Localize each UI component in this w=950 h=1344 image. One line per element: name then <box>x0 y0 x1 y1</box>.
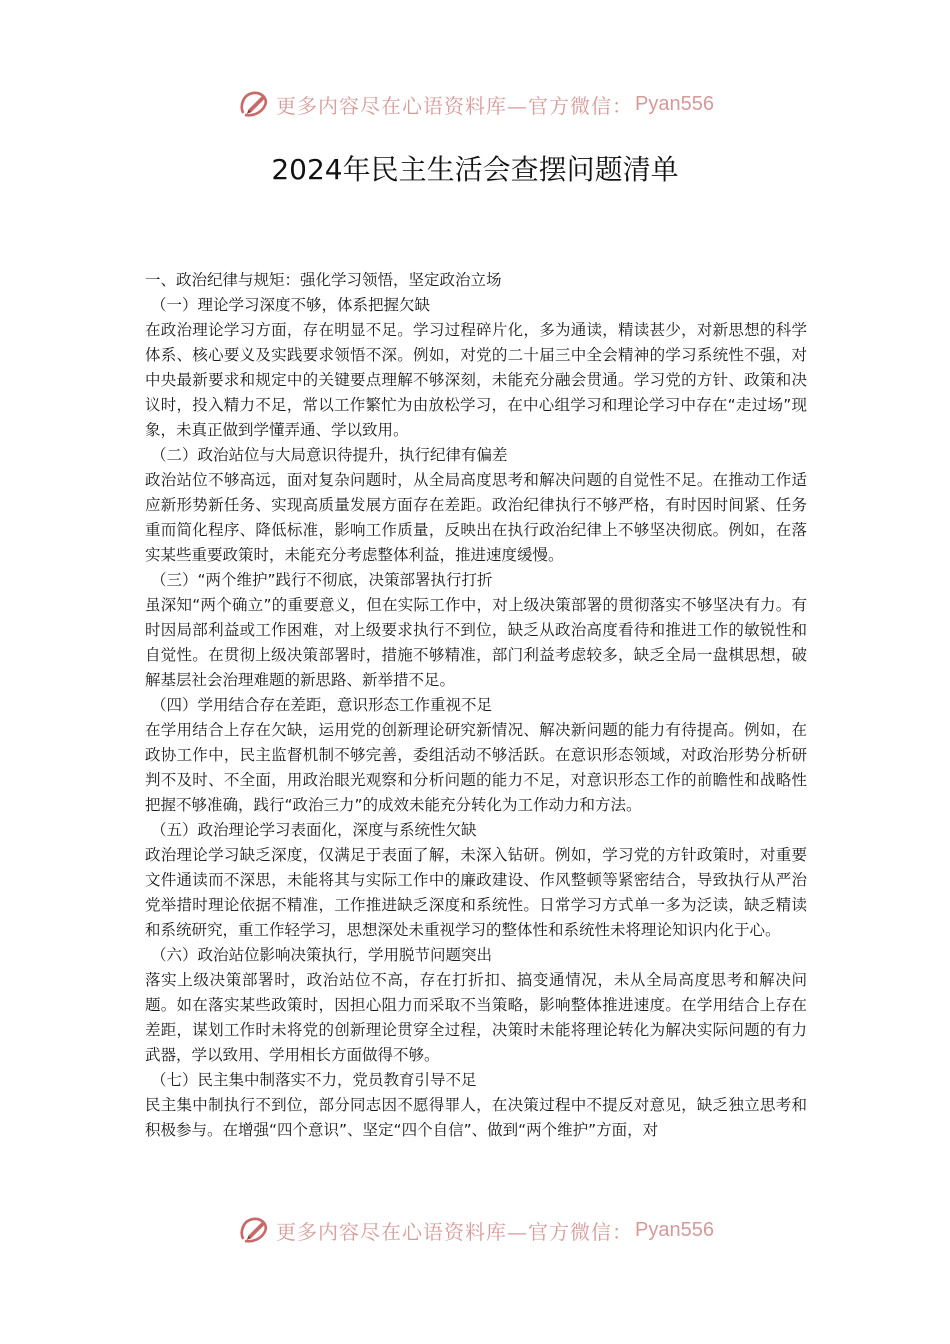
watermark-wechat-id: Pyan556 <box>635 1218 714 1241</box>
watermark-top <box>0 84 950 124</box>
subsection-heading-7: （七）民主集中制落实不力，党员教育引导不足 <box>151 1071 477 1089</box>
paragraph-6: 落实上级决策部署时，政治站位不高，存在打折扣、搞变通情况，未从全局高度思考和解决问题。如在落实某些政策时，因担心阻力而采取不当策略，影响整体推进速度。在学用结合上存在差距，谋划工作时未将党的创新理论贯穿全过程，决策时未能将理论转化为解决实际问题的有力武器，学以致用、学用相长方面做得不够。 <box>145 971 807 1064</box>
subsection-heading-6: （六）政治站位影响决策执行，学用脱节问题突出 <box>151 946 493 964</box>
subsection-heading-5: （五）政治理论学习表面化，深度与系统性欠缺 <box>151 821 477 839</box>
watermark-text: 更多内容尽在心语资料库—官方微信： <box>276 93 634 118</box>
paragraph-3: 虽深知“两个确立”的重要意义，但在实际工作中，对上级决策部署的贯彻落实不够坚决有力。有时因局部利益或工作困难，对上级要求执行不到位，缺乏从政治高度看待和推进工作的敏锐性和自觉性。在贯彻上级决策部署时，措施不够精准，部门利益考虑较多，缺乏全局一盘棋思想，破解基层社会治理难题的新思路、新举措不足。 <box>145 596 807 689</box>
paragraph-5: 政治理论学习缺乏深度，仅满足于表面了解，未深入钻研。例如，学习党的方针政策时，对重要文件通读而不深思，未能将其与实际工作中的廉政建设、作风整顿等紧密结合，导致执行从严治党举措时理论依据不精准，工作推进缺乏深度和系统性。日常学习方式单一多为泛读，缺乏精读和系统研究，重工作轻学习，思想深处未重视学习的整体性和系统性未将理论知识内化于心。 <box>145 846 807 939</box>
subsection-heading-2: （二）政治站位与大局意识待提升，执行纪律有偏差 <box>151 446 508 464</box>
subsection-heading-4: （四）学用结合存在差距，意识形态工作重视不足 <box>151 696 493 714</box>
paragraph-7: 民主集中制执行不到位，部分同志因不愿得罪人，在决策过程中不提反对意见，缺乏独立思考和积极参与。在增强“四个意识”、坚定“四个自信”、做到“两个维护”方面，对 <box>145 1096 807 1139</box>
document-body <box>145 268 807 1143</box>
paragraph-1: 在政治理论学习方面，存在明显不足。学习过程碎片化，多为通读，精读甚少，对新思想的科学体系、核心要义及实践要求领悟不深。例如，对党的二十届三中全会精神的学习系统性不强，对中央最新要求和规定中的关键要点理解不够深刻，未能充分融会贯通。学习党的方针、政策和决议时，投入精力不足，常以工作繁忙为由放松学习，在中心组学习和理论学习中存在“走过场”现象，未真正做到学懂弄通、学以致用。 <box>145 321 807 439</box>
watermark-bottom <box>0 1210 950 1250</box>
watermark-wechat-id: Pyan556 <box>635 92 714 115</box>
paragraph-2: 政治站位不够高远，面对复杂问题时，从全局高度思考和解决问题的自觉性不足。在推动工作适应新形势新任务、实现高质量发展方面存在差距。政治纪律执行不够严格，有时因时间紧、任务重而简化程序、降低标准，影响工作质量，反映出在执行政治纪律上不够坚决彻底。例如，在落实某些重要政策时，未能充分考虑整体利益，推进速度缓慢。 <box>145 471 807 564</box>
subsection-heading-1: （一）理论学习深度不够，体系把握欠缺 <box>151 296 431 314</box>
pen-heart-icon <box>236 86 272 122</box>
paragraph-4: 在学用结合上存在欠缺，运用党的创新理论研究新情况、解决新问题的能力有待提高。例如，在政协工作中，民主监督机制不够完善，委组活动不够活跃。在意识形态领域，对政治形势分析研判不及时、不全面，用政治眼光观察和分析问题的能力不足，对意识形态工作的前瞻性和战略性把握不够准确，践行“政治三力”的成效未能充分转化为工作动力和方法。 <box>145 721 807 814</box>
document-title: 2024年民主生活会查摆问题清单 <box>271 153 679 186</box>
subsection-heading-3: （三）“两个维护”践行不彻底，决策部署执行打折 <box>151 571 493 589</box>
watermark-text: 更多内容尽在心语资料库—官方微信： <box>276 1219 634 1244</box>
pen-heart-icon <box>236 1212 272 1248</box>
section-heading: 一、政治纪律与规矩：强化学习领悟，坚定政治立场 <box>145 271 502 289</box>
